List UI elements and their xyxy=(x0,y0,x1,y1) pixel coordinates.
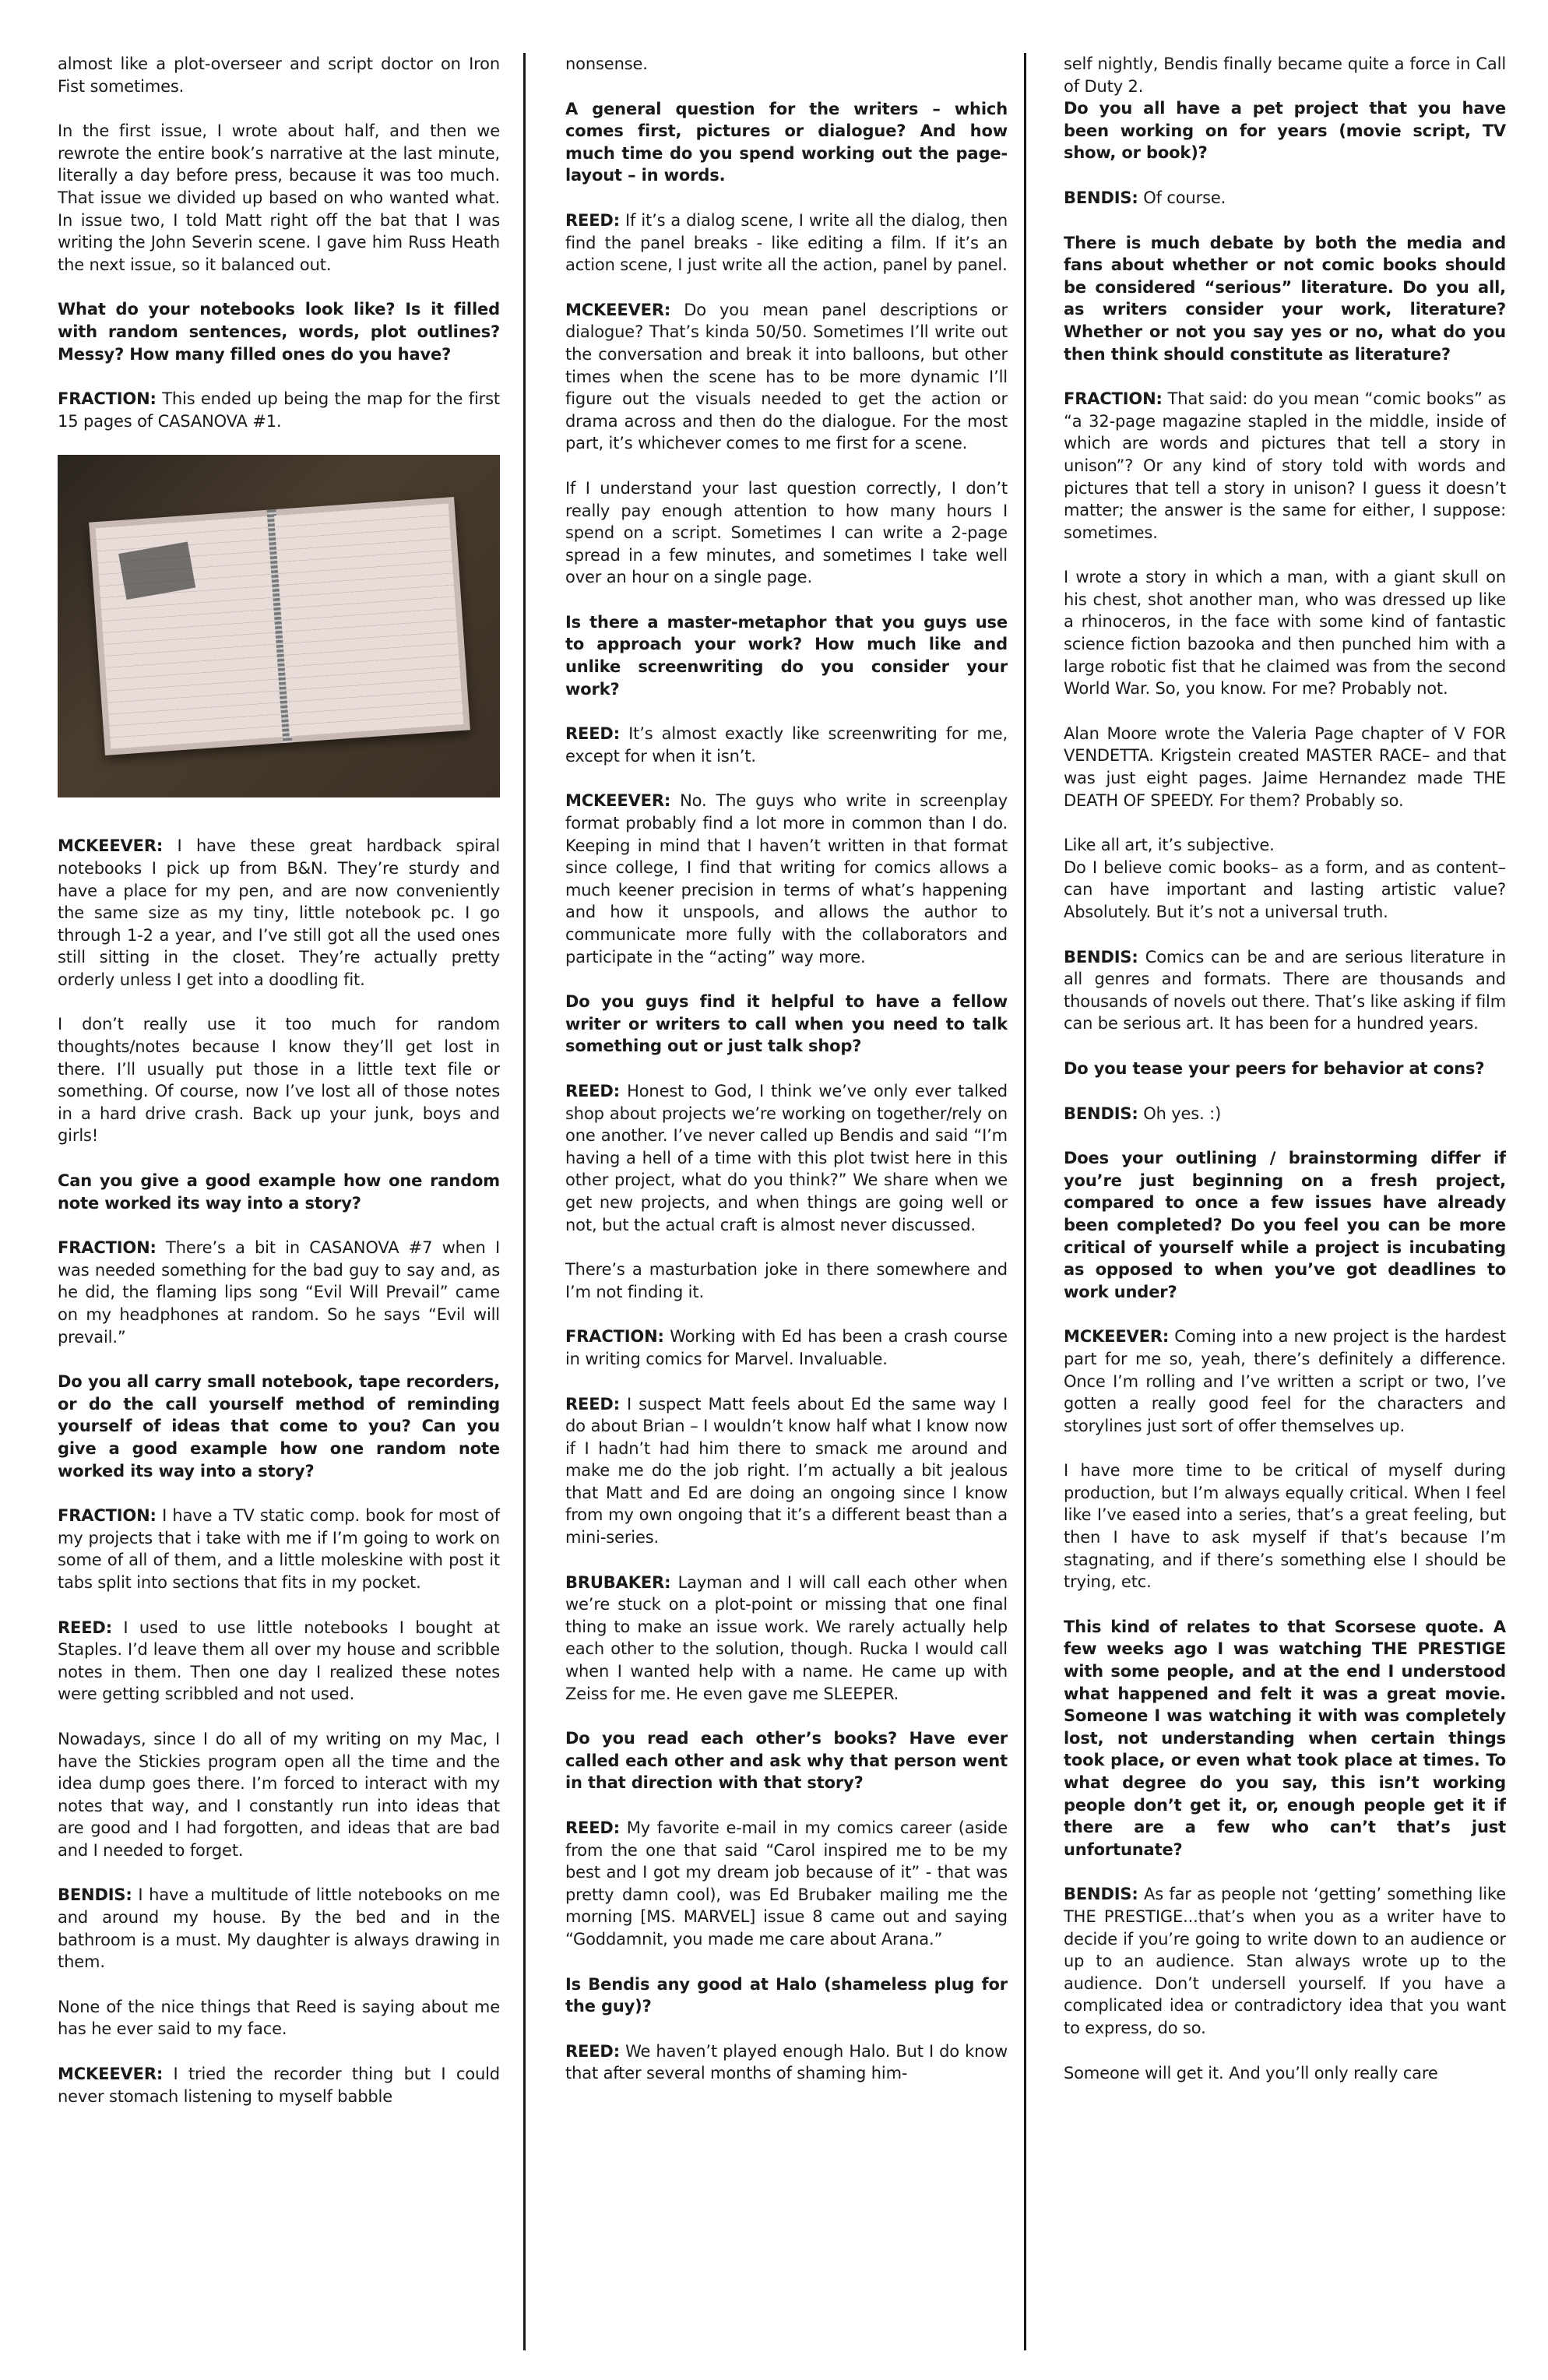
answer-text: There’s a bit in CASANOVA #7 when I was needed something for the bad guy to say and, as he did, the flaming lips song “Evil Will Prevail” came on my headphones at random. So he says “Evil will prevail.” xyxy=(58,1238,500,1347)
answer-text: Of course. xyxy=(1143,188,1226,207)
paragraph: Like all art, it’s subjective. xyxy=(1064,836,1275,855)
answer-text: I tried the recorder thing but I could never stomach listening to myself babble xyxy=(58,2065,500,2106)
answer-text: Layman and I will call each other when we’re stuck on a plot-point or missing that one final thing to make an issue work. We rarely actually help each other to the solution, though. Rucka I would call when I wanted help with a name. He came up with Zeiss for me. He even gave me SLEEPER. xyxy=(565,1572,1008,1703)
column-middle xyxy=(565,53,1008,2358)
interview-answer xyxy=(565,1572,1008,1706)
answer-text: If it’s a dialog scene, I write all the dialog, then find the panel breaks - like editing a film. If it’s an action scene, I just write all the action, panel by panel. xyxy=(565,210,1008,275)
paragraph: There’s a masturbation joke in there somewhere and I’m not finding it. xyxy=(565,1260,1008,1301)
interview-question: Can you give a good example how one random note worked its way into a story? xyxy=(58,1171,500,1213)
interview-answer xyxy=(565,1080,1008,1236)
interview-answer xyxy=(1064,388,1506,544)
paragraph: Nowadays, since I do all of my writing on my Mac, I have the Stickies program open all the time and the idea dump goes there. I’m forced to interact with my notes that way, and I constantly run into ideas that are good and I had forgotten, and ideas that are bad and I needed to forget. xyxy=(58,1729,500,1860)
interview-answer xyxy=(565,299,1008,455)
interview-question: Do you all carry small notebook, tape recorders, or do the call yourself method of reminding yourself of ideas that come to you? Can you give a good example how one random note worked its way into a story? xyxy=(58,1372,500,1480)
answer-text: Working with Ed has been a crash course in writing comics for Marvel. Invaluable. xyxy=(565,1327,1008,1368)
speaker-name: REED: xyxy=(565,210,620,230)
interview-answer xyxy=(1064,946,1506,1035)
answer-text: That said: do you mean “comic books” as “a 32-page magazine stapled in the middle, inside of which are words and pictures that tell a story in unison”? Or any kind of story told with words and pictures that tell a story in unison? I guess it doesn’t matter; the answer is the same for either, I suppose: sometimes. xyxy=(1064,389,1506,542)
paragraph: self nightly, Bendis finally became quite a force in Call of Duty 2. xyxy=(1064,55,1506,96)
speaker-name: MCKEEVER: xyxy=(1064,1327,1170,1347)
speaker-name: MCKEEVER: xyxy=(565,791,671,811)
interview-answer xyxy=(58,1884,500,1973)
speaker-name: BENDIS: xyxy=(1064,947,1138,966)
speaker-name: BENDIS: xyxy=(58,1885,132,1905)
interview-answer xyxy=(58,2063,500,2107)
paragraph: Alan Moore wrote the Valeria Page chapter of V FOR VENDETTA. Krigstein created MASTER RACE– and that was just eight pages. Jaime Hernandez made THE DEATH OF SPEEDY. For them? Probably so. xyxy=(1064,724,1506,810)
interview-question: Do you tease your peers for behavior at cons? xyxy=(1064,1058,1485,1078)
paragraph: In the first issue, I wrote about half, and then we rewrote the entire book’s narrative at the last minute, literally a day before press, because it was too much. That issue we divided up based on who wanted what. In issue two, I told Matt right off the bat that I was writing the John Severin scene. I gave him Russ Heath the next issue, so it balanced out. xyxy=(58,121,500,274)
interview-answer xyxy=(58,835,500,991)
speaker-name: MCKEEVER: xyxy=(58,2065,164,2084)
answer-text: It’s almost exactly like screenwriting for me, except for when it isn’t. xyxy=(565,724,1008,766)
speaker-name: MCKEEVER: xyxy=(565,300,671,319)
interview-answer xyxy=(565,1393,1008,1549)
interview-answer xyxy=(58,1237,500,1348)
column-left xyxy=(58,53,500,2358)
paragraph: I have more time to be critical of myself during production, but I’m always equally critical. When I feel like I’ve eased into a series, that’s a great feeling, but then I have to ask myself if that’s because I’m stagnating, and if there’s something else I should be trying, etc. xyxy=(1064,1461,1506,1592)
speaker-name: FRACTION: xyxy=(565,1327,664,1347)
speaker-name: FRACTION: xyxy=(58,389,157,409)
answer-text: I used to use little notebooks I bought at Staples. I’d leave them all over my house and scribble notes in them. Then one day I realized these notes were getting scribbled and not used. xyxy=(58,1618,500,1704)
answer-text: No. The guys who write in screenplay format probably find a lot more in common than I do. Keeping in mind that I haven’t written in that format since college, I find that writing for comics allows a much keener precision in terms of what’s happening and how it unspools, and allows the author to communicate more fully with the collaborators and participate in the “acting” way more. xyxy=(565,791,1008,966)
speaker-name: REED: xyxy=(565,2041,620,2061)
interview-answer xyxy=(1064,1326,1506,1437)
speaker-name: BENDIS: xyxy=(1064,1104,1138,1123)
interview-question: A general question for the writers – which comes first, pictures or dialogue? And how much time do you spend working out the page-layout – in words. xyxy=(565,99,1008,185)
speaker-name: MCKEEVER: xyxy=(58,836,164,856)
speaker-name: BENDIS: xyxy=(1064,1885,1138,1904)
column-right xyxy=(1064,53,1506,2358)
paragraph: I don’t really use it too much for random thoughts/notes because I know they’ll get lost in there. I’ll usually put those in a little text file or something. Of course, now I’ve lost all of those notes in a hard drive crash. Back up your junk, boys and girls! xyxy=(58,1015,500,1146)
speaker-name: BRUBAKER: xyxy=(565,1572,671,1592)
interview-answer xyxy=(565,209,1008,276)
paragraph: nonsense. xyxy=(565,55,648,73)
column-divider-left xyxy=(523,53,526,2350)
interview-question: There is much debate by both the media and fans about whether or not comic books should be considered “serious” literature. Do you all, as writers consider your work, literature? Whether or not you say yes or no, what do you then think should constitute as literature? xyxy=(1064,233,1506,364)
interview-question: Is there a master-metaphor that you guys use to approach your work? How much like and unlike screenwriting do you consider your work? xyxy=(565,612,1008,699)
answer-text: Coming into a new project is the hardest part for me so, yeah, there’s definitely a difference. Once I’m rolling and I’ve written a script or two, I’ve gotten a really good feel for the characters and storylines just sort of offer themselves up. xyxy=(1064,1327,1506,1435)
notebook-photo xyxy=(58,455,500,797)
interview-answer xyxy=(1064,1883,1506,2039)
interview-question: What do your notebooks look like? Is it filled with random sentences, words, plot outlines? Messy? How many filled ones do you have? xyxy=(58,300,500,364)
interview-answer xyxy=(1064,187,1506,209)
answer-text: I suspect Matt feels about Ed the same way I do about Brian – I wouldn’t know half what I know now if I hadn’t had him there to smack me around and make me do the job right. I’m actually a bit jealous that Matt and Ed are doing an ongoing since I know from my own ongoing that it’s a different beast than a mini-series. xyxy=(565,1394,1008,1547)
speaker-name: REED: xyxy=(565,1818,620,1837)
answer-text: Comics can be and are serious literature in all genres and formats. There are thousands and thousands of novels out there. That’s like asking if film can be serious art. It has been for a hundred years. xyxy=(1064,947,1506,1033)
interview-answer xyxy=(58,388,500,432)
speaker-name: FRACTION: xyxy=(58,1506,157,1526)
answer-text: This ended up being the map for the first 15 pages of CASANOVA #1. xyxy=(58,389,500,431)
speaker-name: FRACTION: xyxy=(58,1238,157,1258)
speaker-name: REED: xyxy=(58,1618,112,1637)
interview-answer xyxy=(565,2040,1008,2085)
paragraph: almost like a plot-overseer and script doctor on Iron Fist sometimes. xyxy=(58,55,500,96)
column-divider-right xyxy=(1024,53,1026,2350)
answer-text: As far as people not ‘getting’ something like THE PRESTIGE...that’s when you as a writer have to decide if you’re going to write down to an audience or up to an audience. Stan always wrote up to the audience. Don’t undersell yourself. If you have a complicated idea or contradictory idea that you want to express, do so. xyxy=(1064,1885,1506,2037)
interview-answer xyxy=(565,1326,1008,1370)
interview-answer xyxy=(58,1617,500,1706)
interview-answer xyxy=(565,790,1008,968)
interview-answer xyxy=(565,1817,1008,1951)
paragraph: I wrote a story in which a man, with a giant skull on his chest, shot another man, who was dressed up like a rhinoceros, in the face with some kind of fantastic science fiction bazooka and then punched him with a large robotic fist that he claimed was from the second World War. So, you know. For me? Probably not. xyxy=(1064,568,1506,699)
paragraph: None of the nice things that Reed is saying about me has he ever said to my face. xyxy=(58,1997,500,2039)
interview-question: Does your outlining / brainstorming differ if you’re just beginning on a fresh project, compared to once a few issues have already been completed? Do you feel you can be more critical of yourself while a project is incubating as opposed to when you’ve got deadlines to work under? xyxy=(1064,1149,1506,1301)
speaker-name: FRACTION: xyxy=(1064,389,1163,409)
interview-question: Is Bendis any good at Halo (shameless plug for the guy)? xyxy=(565,1974,1008,2016)
speaker-name: REED: xyxy=(565,1394,620,1414)
paragraph: Someone will get it. And you’ll only really care xyxy=(1064,2063,1438,2082)
paragraph: If I understand your last question correctly, I don’t really pay enough attention to how many hours I spend on a script. Sometimes I can write a 2-page spread in a few minutes, and sometimes I take well over an hour on a single page. xyxy=(565,478,1008,587)
interview-answer xyxy=(1064,1103,1506,1125)
answer-text: I have a multitude of little notebooks on me and around my house. By the bed and in the bathroom is a must. My daughter is always drawing in them. xyxy=(58,1885,500,1972)
speaker-name: REED: xyxy=(565,724,620,744)
interview-question: Do you read each other’s books? Have ever called each other and ask why that person went in that direction with that story? xyxy=(565,1729,1008,1793)
answer-text: Do you mean panel descriptions or dialogue? That’s kinda 50/50. Sometimes I’ll write out the conversation and break it into balloons, but other times when the scene has to be more dynamic I’ll figure out the visuals needed to get the action or drama across and then do the dialogue. For the most part, it’s whichever comes to me first for a scene. xyxy=(565,300,1008,453)
answer-text: Oh yes. :) xyxy=(1143,1104,1222,1123)
answer-text: Honest to God, I think we’ve only ever talked shop about projects we’re working on together/rely on one another. I’ve never called up Bendis and said “I’m having a hell of a time with this plot twist here in this other project, what do you think?” We share when we get new projects, and when things are going well or not, but the actual craft is almost never discussed. xyxy=(565,1081,1008,1234)
interview-question: Do you all have a pet project that you have been working on for years (movie script, TV show, or book)? xyxy=(1064,99,1506,163)
speaker-name: REED: xyxy=(565,1081,620,1100)
answer-text: We haven’t played enough Halo. But I do know that after several months of shaming him- xyxy=(565,2041,1008,2083)
answer-text: I have a TV static comp. book for most of my projects that i take with me if I’m going to work on some of all of them, and a little moleskine with post it tabs split into sections that fits in my pocket. xyxy=(58,1506,500,1592)
speaker-name: BENDIS: xyxy=(1064,188,1138,207)
paragraph: Do I believe comic books– as a form, and as content– can have important and lasting artistic value? Absolutely. But it’s not a universal truth. xyxy=(1064,857,1506,921)
interview-question: This kind of relates to that Scorsese quote. A few weeks ago I was watching THE PRESTIGE with some people, and at the end I understood what happened and felt it was a great movie. Someone I was watching it with was completely lost, not understanding when certain things took place, or even what took place at times. To what degree do you say, this isn’t working people don’t get it, or, enough people get it if there are a few who can’t that’s just unfortunate? xyxy=(1064,1617,1506,1859)
interview-answer xyxy=(58,1505,500,1593)
answer-text: My favorite e-mail in my comics career (aside from the one that said “Carol inspired me to be my best and I got my dream job because of it” - that was pretty damn cool), was Ed Brubaker mailing me the morning [MS. MARVEL] issue 8 came out and saying “Goddamnit, you made me care about Arana.” xyxy=(565,1818,1008,1949)
interview-question: Do you guys find it helpful to have a fellow writer or writers to call when you need to talk something out or just talk shop? xyxy=(565,992,1008,1056)
interview-answer xyxy=(565,723,1008,767)
answer-text: I have these great hardback spiral notebooks I pick up from B&N. They’re sturdy and have a place for my pen, and are now conveniently the same size as my tiny, little notebook pc. I go through 1-2 a year, and I’ve still got all the used ones still sitting in the closet. They’re actually pretty orderly unless I get into a doodling fit. xyxy=(58,836,500,989)
